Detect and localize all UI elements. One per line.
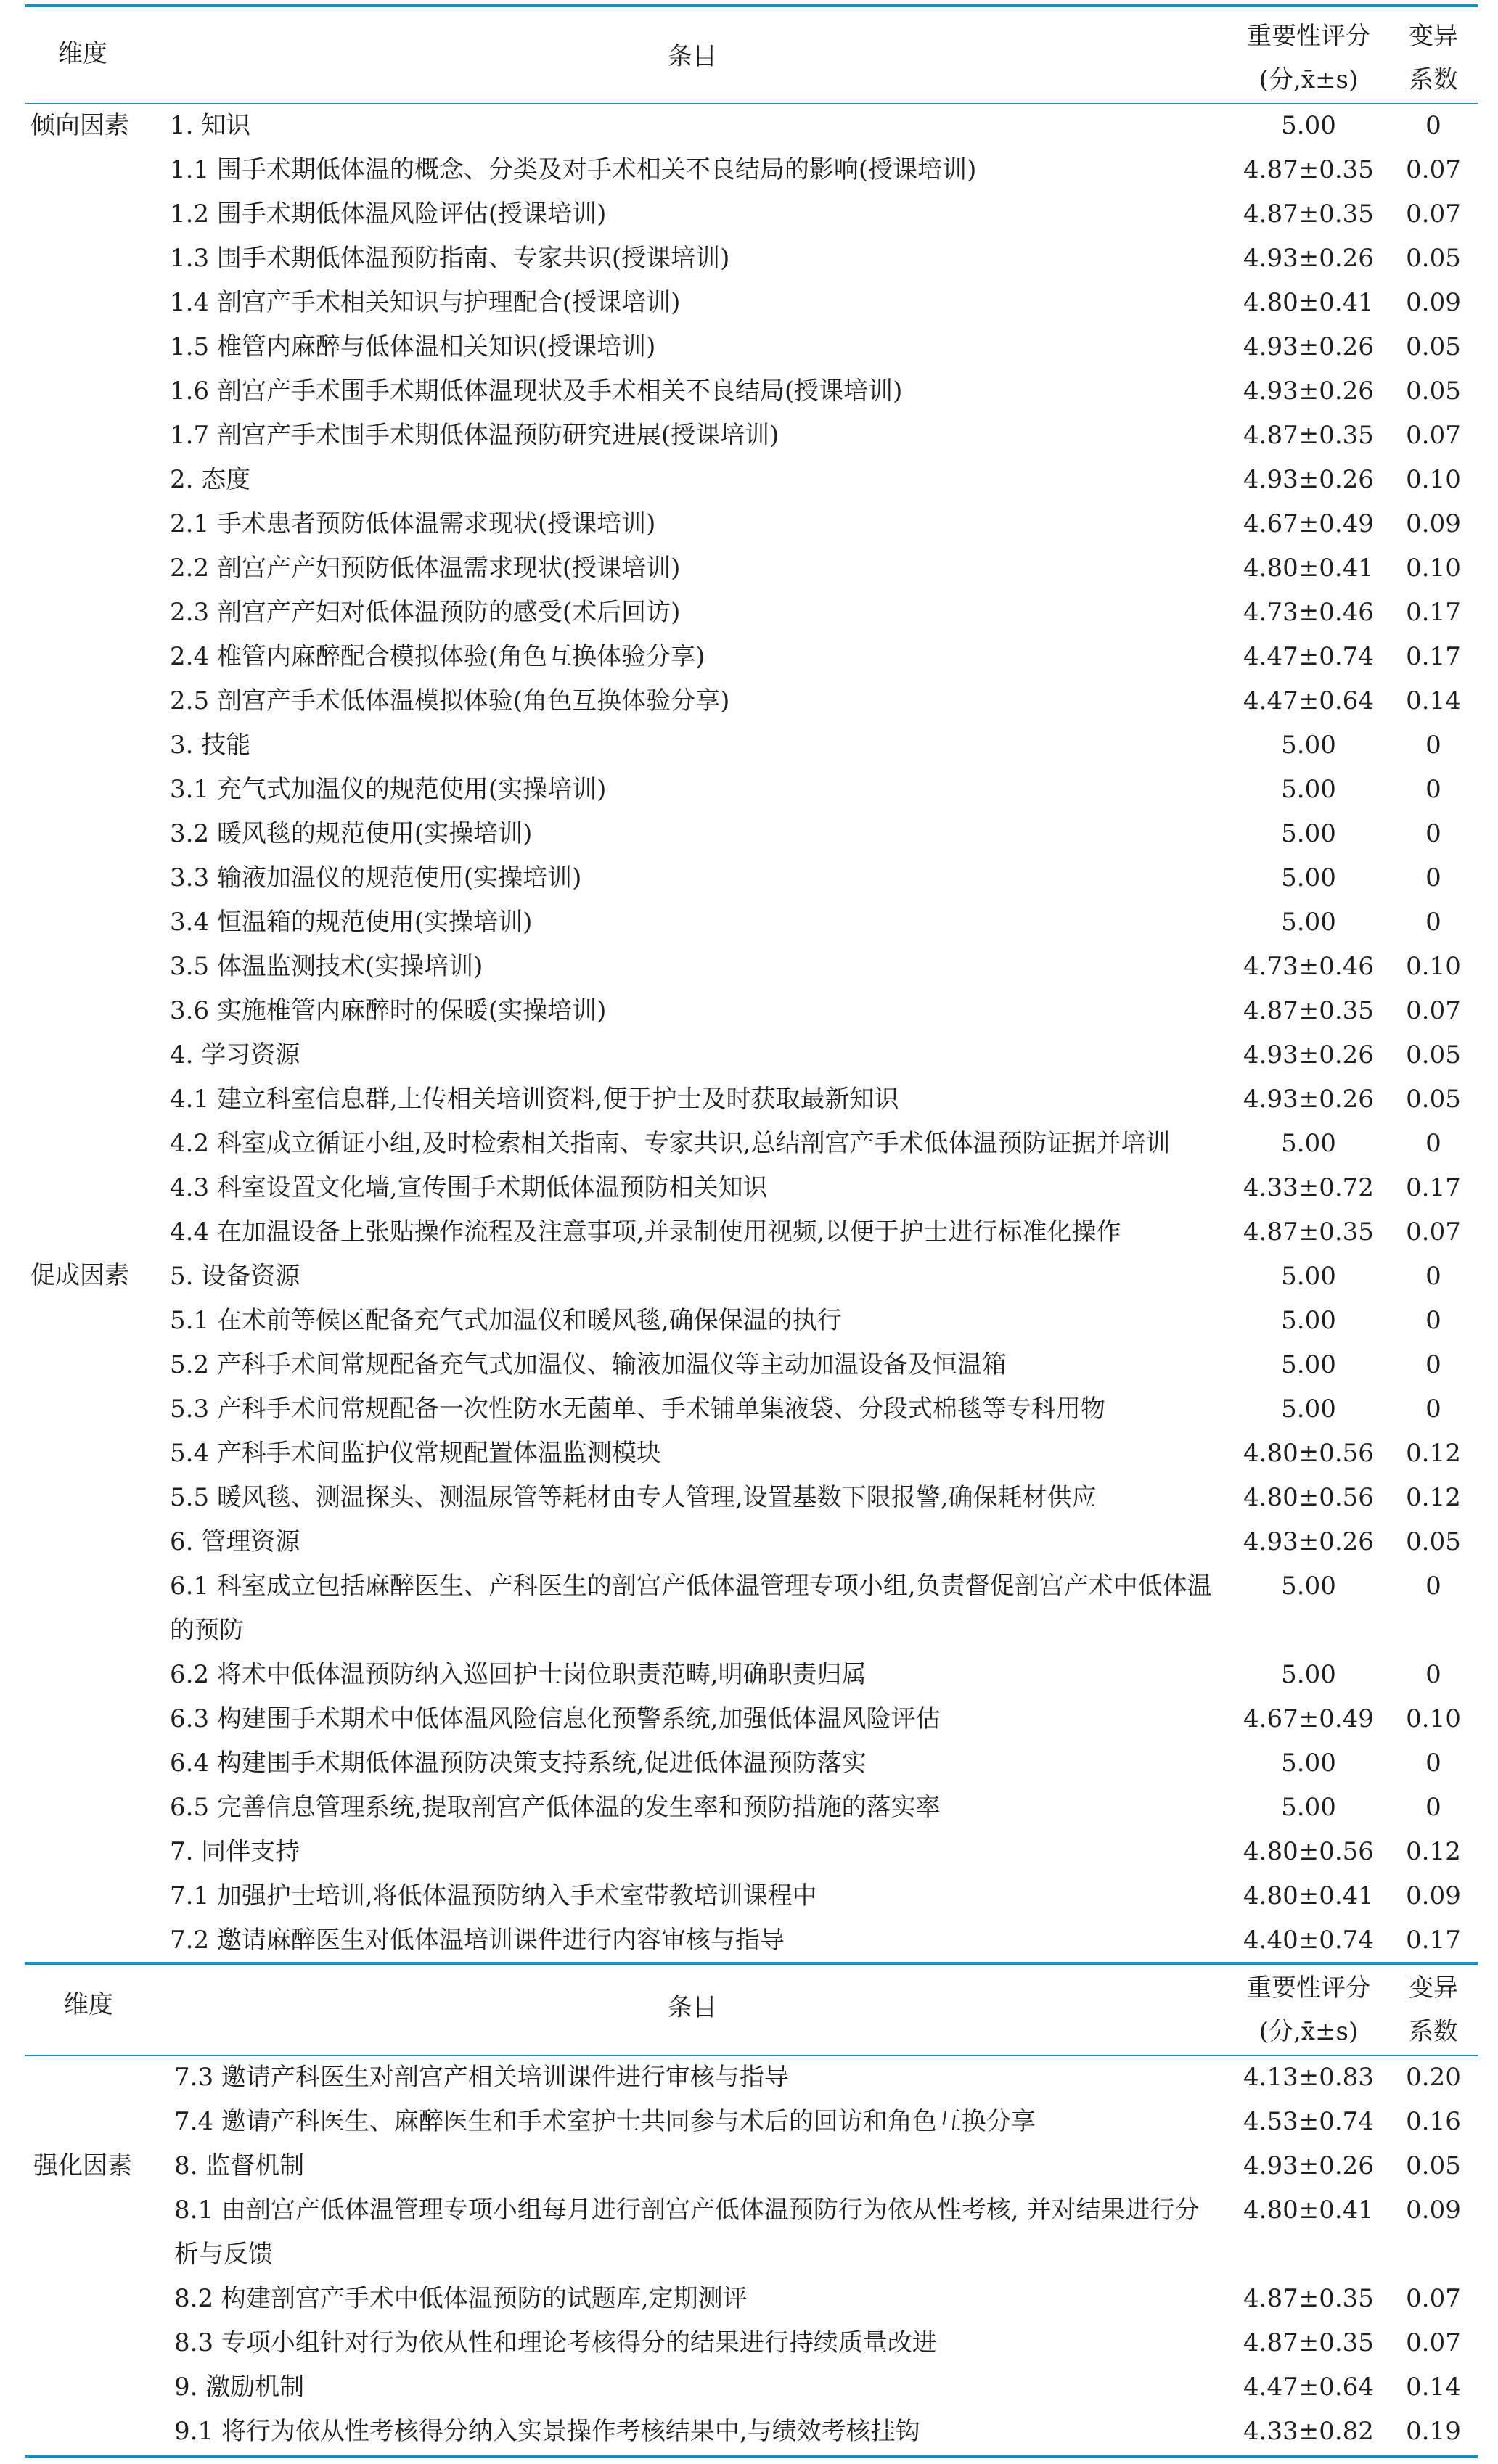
row-cv: 0.05 [1406,1085,1461,1114]
row-cv: 0.07 [1406,200,1461,229]
table-row [0,989,1498,1033]
row-score: 4.73±0.46 [1243,952,1374,981]
table-row [0,856,1498,900]
row-score: 4.80±0.56 [1243,1483,1374,1512]
table-row [0,546,1498,591]
table-row [0,945,1498,989]
table-row [0,1254,1498,1299]
row-score: 4.93±0.26 [1243,332,1374,361]
row-cv: 0.17 [1406,1926,1461,1955]
header-score-unit-repeat: (分,x̄±s) [1258,2017,1359,2046]
row-score: 4.67±0.49 [1243,509,1374,538]
row-score: 5.00 [1281,1262,1336,1291]
row-item: 4.4 在加温设备上张贴操作流程及注意事项,并录制使用视频,以便于护士进行标准化操作 [170,1217,1121,1247]
table-row [0,1830,1498,1874]
table-row [0,1874,1498,1918]
row-cv: 0.09 [1406,509,1461,538]
row-cv: 0 [1425,819,1441,848]
row-score: 4.67±0.49 [1243,1704,1374,1733]
row-cv: 0.07 [1406,2328,1461,2357]
table-row [0,2100,1498,2144]
row-item: 6.2 将术中低体温预防纳入巡回护士岗位职责范畴,明确职责归属 [170,1660,867,1689]
header-score-repeat: 重要性评分 [1247,1974,1370,2003]
table-row [0,635,1498,679]
row-item: 9.1 将行为依从性考核得分纳入实景操作考核结果中,与绩效考核挂钩 [174,2417,920,2446]
row-score: 5.00 [1281,1572,1336,1601]
row-cv: 0.07 [1406,2284,1461,2313]
row-score: 4.47±0.64 [1243,2373,1374,2402]
row-item: 1.3 围手术期低体温预防指南、专家共识(授课培训) [170,244,730,273]
row-score: 5.00 [1281,1350,1336,1379]
table-row [0,237,1498,281]
row-item: 6.1 科室成立包括麻醉医生、产科医生的剖宫产低体温管理专项小组,负责督促剖宫产术中低体温的预防 [170,1572,1212,1645]
row-score: 4.80±0.41 [1243,2196,1374,2225]
table-row [0,900,1498,945]
table-bottom-rule [25,2455,1478,2458]
row-cv: 0.05 [1406,332,1461,361]
row-item: 4.1 建立科室信息群,上传相关培训资料,便于护士及时获取最新知识 [170,1085,899,1114]
row-item: 1.4 剖宫产手术相关知识与护理配合(授课培训) [170,288,681,317]
table-row [0,502,1498,546]
table-row [0,2144,1498,2188]
row-score: 5.00 [1281,731,1336,760]
row-item: 1.6 剖宫产手术围手术期低体温现状及手术相关不良结局(授课培训) [170,377,903,406]
row-cv: 0 [1425,1350,1441,1379]
row-score: 4.87±0.35 [1243,2284,1374,2313]
row-cv: 0.10 [1406,554,1461,583]
table-row [0,1697,1498,1741]
row-item: 2.1 手术患者预防低体温需求现状(授课培训) [170,509,656,538]
row-score: 4.93±0.26 [1243,1085,1374,1114]
row-item: 8.1 由剖宫产低体温管理专项小组每月进行剖宫产低体温预防行为依从性考核, 并对结果进行分析与反馈 [174,2196,1200,2269]
row-item: 3.2 暖风毯的规范使用(实操培训) [170,819,533,848]
row-score: 5.00 [1281,1793,1336,1822]
row-item: 8.3 专项小组针对行为依从性和理论考核得分的结果进行持续质量改进 [174,2328,937,2357]
table-row [0,2188,1498,2277]
row-item: 7.4 邀请产科医生、麻醉医生和手术室护士共同参与术后的回访和角色互换分享 [174,2107,1036,2136]
row-item: 8. 监督机制 [174,2151,305,2180]
row-cv: 0.05 [1406,244,1461,273]
row-item: 5.1 在术前等候区配备充气式加温仪和暖风毯,确保保温的执行 [170,1306,842,1335]
table-row [0,2277,1498,2321]
table-row [0,1387,1498,1432]
row-score: 5.00 [1281,1660,1336,1689]
table-row [0,192,1498,237]
row-cv: 0.09 [1406,1881,1461,1910]
table-row [0,1122,1498,1166]
row-score: 4.33±0.72 [1243,1173,1374,1202]
row-item: 1.1 围手术期低体温的概念、分类及对手术相关不良结局的影响(授课培训) [170,155,977,184]
row-cv: 0.07 [1406,421,1461,450]
row-item: 1.7 剖宫产手术围手术期低体温预防研究进展(授课培训) [170,421,779,450]
table-row [0,591,1498,635]
row-score: 4.93±0.26 [1243,1040,1374,1069]
row-score: 4.93±0.26 [1243,244,1374,273]
table-row [0,1033,1498,1077]
header-cv-repeat: 变异 [1409,1974,1458,2003]
table-row [0,148,1498,192]
table-row [0,2056,1498,2100]
row-item: 3.6 实施椎管内麻醉时的保暖(实操培训) [170,996,607,1025]
table-row [0,2321,1498,2365]
dimension-reinforcing: 强化因素 [33,2151,132,2180]
row-cv: 0.17 [1406,642,1461,671]
row-cv: 0.07 [1406,1217,1461,1247]
row-item: 6.3 构建围手术期术中低体温风险信息化预警系统,加强低体温风险评估 [170,1704,941,1733]
row-item: 5.3 产科手术间常规配备一次性防水无菌单、手术铺单集液袋、分段式棉毯等专科用物 [170,1395,1105,1424]
row-score: 5.00 [1281,1306,1336,1335]
row-cv: 0.17 [1406,598,1461,627]
row-cv: 0 [1425,111,1441,140]
row-cv: 0 [1425,863,1441,892]
row-item: 4.2 科室成立循证小组,及时检索相关指南、专家共识,总结剖宫产手术低体温预防证据并培训 [170,1129,1171,1158]
row-cv: 0.16 [1406,2107,1461,2136]
row-item: 7.1 加强护士培训,将低体温预防纳入手术室带教培训课程中 [170,1881,817,1910]
table-row [0,1343,1498,1387]
header-dimension: 维度 [58,39,107,68]
row-item: 8.2 构建剖宫产手术中低体温预防的试题库,定期测评 [174,2284,748,2313]
row-score: 4.80±0.56 [1243,1837,1374,1866]
row-cv: 0.07 [1406,155,1461,184]
row-item: 5.2 产科手术间常规配备充气式加温仪、输液加温仪等主动加温设备及恒温箱 [170,1350,1007,1379]
row-score: 5.00 [1281,1129,1336,1158]
table-row [0,812,1498,856]
row-cv: 0 [1425,1793,1441,1822]
table-row [0,1520,1498,1564]
header-dimension-repeat: 维度 [64,1990,113,2019]
header-score-unit: (分,x̄±s) [1258,65,1359,94]
row-cv: 0 [1425,1660,1441,1689]
row-item: 1.5 椎管内麻醉与低体温相关知识(授课培训) [170,332,656,361]
row-item: 2.2 剖宫产产妇预防低体温需求现状(授课培训) [170,554,681,583]
table-row [0,1653,1498,1697]
table-row [0,325,1498,369]
row-item: 4. 学习资源 [170,1040,300,1069]
row-score: 4.93±0.26 [1243,377,1374,406]
row-cv: 0 [1425,1262,1441,1291]
row-cv: 0 [1425,908,1441,937]
row-item: 2.3 剖宫产产妇对低体温预防的感受(术后回访) [170,598,681,627]
header-item-repeat: 条目 [668,1993,717,2022]
row-score: 5.00 [1281,1749,1336,1778]
row-score: 5.00 [1281,863,1336,892]
row-item: 3. 技能 [170,731,251,760]
row-score: 4.33±0.82 [1243,2417,1374,2446]
row-score: 4.80±0.56 [1243,1439,1374,1468]
row-cv: 0.05 [1406,377,1461,406]
row-item: 3.3 输液加温仪的规范使用(实操培训) [170,863,582,892]
row-score: 4.93±0.26 [1243,2151,1374,2180]
table-row [0,2365,1498,2410]
row-score: 4.13±0.83 [1243,2063,1374,2092]
row-score: 5.00 [1281,1395,1336,1424]
row-score: 4.80±0.41 [1243,288,1374,317]
header-cv-unit-repeat: 系数 [1409,2017,1458,2046]
row-cv: 0.12 [1406,1483,1461,1512]
row-cv: 0.12 [1406,1837,1461,1866]
row-cv: 0 [1425,1749,1441,1778]
row-score: 4.80±0.41 [1243,1881,1374,1910]
table-row [0,458,1498,502]
row-score: 4.87±0.35 [1243,996,1374,1025]
row-cv: 0.10 [1406,1704,1461,1733]
row-item: 2.5 剖宫产手术低体温模拟体验(角色互换体验分享) [170,686,730,715]
row-score: 4.93±0.26 [1243,1527,1374,1556]
dimension-enabling: 促成因素 [30,1261,129,1290]
row-cv: 0.05 [1406,1527,1461,1556]
row-item: 5.5 暖风毯、测温探头、测温尿管等耗材由专人管理,设置基数下限报警,确保耗材供应 [170,1483,1097,1512]
row-item: 7. 同伴支持 [170,1837,300,1866]
row-item: 5. 设备资源 [170,1262,300,1291]
row-cv: 0.10 [1406,952,1461,981]
row-cv: 0.09 [1406,2196,1461,2225]
row-item: 1. 知识 [170,111,251,140]
row-item: 7.3 邀请产科医生对剖宫产相关培训课件进行审核与指导 [174,2063,789,2092]
row-item: 6.4 构建围手术期低体温预防决策支持系统,促进低体温预防落实 [170,1749,867,1778]
row-cv: 0 [1425,1572,1441,1601]
row-score: 5.00 [1281,819,1336,848]
row-cv: 0.12 [1406,1439,1461,1468]
dimension-predisposing: 倾向因素 [30,111,129,140]
table-row [0,1299,1498,1343]
row-item: 2.4 椎管内麻醉配合模拟体验(角色互换体验分享) [170,642,705,671]
row-item: 2. 态度 [170,465,251,494]
row-score: 4.87±0.35 [1243,1217,1374,1247]
table-row [0,1166,1498,1210]
header-cv-unit: 系数 [1409,65,1458,94]
row-score: 4.53±0.74 [1243,2107,1374,2136]
row-score: 5.00 [1281,775,1336,804]
table-row [0,1786,1498,1830]
row-cv: 0 [1425,1395,1441,1424]
row-cv: 0.05 [1406,2151,1461,2180]
row-cv: 0.19 [1406,2417,1461,2446]
row-cv: 0.17 [1406,1173,1461,1202]
table-row [0,1476,1498,1520]
row-item: 9. 激励机制 [174,2373,305,2402]
table-row [0,1741,1498,1786]
row-cv: 0 [1425,731,1441,760]
table-row [0,1564,1498,1653]
row-cv: 0.09 [1406,288,1461,317]
row-cv: 0.14 [1406,686,1461,715]
row-score: 4.80±0.41 [1243,554,1374,583]
table-row [0,1432,1498,1476]
table-row [0,1918,1498,1963]
row-cv: 0 [1425,775,1441,804]
row-score: 5.00 [1281,908,1336,937]
row-cv: 0.07 [1406,996,1461,1025]
row-score: 4.87±0.35 [1243,155,1374,184]
row-item: 1.2 围手术期低体温风险评估(授课培训) [170,200,607,229]
row-item: 3.5 体温监测技术(实操培训) [170,952,483,981]
row-item: 4.3 科室设置文化墙,宣传围手术期低体温预防相关知识 [170,1173,768,1202]
row-score: 4.47±0.64 [1243,686,1374,715]
table-row [0,369,1498,414]
row-score: 4.87±0.35 [1243,2328,1374,2357]
row-cv: 0 [1425,1306,1441,1335]
table-row [0,679,1498,723]
row-score: 5.00 [1281,111,1336,140]
row-score: 4.47±0.74 [1243,642,1374,671]
table-row [0,281,1498,325]
row-score: 4.93±0.26 [1243,465,1374,494]
row-cv: 0.14 [1406,2373,1461,2402]
table-row [0,768,1498,812]
row-score: 4.73±0.46 [1243,598,1374,627]
row-item: 6.5 完善信息管理系统,提取剖宫产低体温的发生率和预防措施的落实率 [170,1793,941,1822]
header-item: 条目 [668,42,717,71]
row-item: 3.1 充气式加温仪的规范使用(实操培训) [170,775,607,804]
row-cv: 0.10 [1406,465,1461,494]
table-row [0,2410,1498,2454]
row-item: 5.4 产科手术间监护仪常规配置体温监测模块 [170,1439,661,1468]
row-item: 6. 管理资源 [170,1527,300,1556]
table-row [0,414,1498,458]
row-cv: 0.05 [1406,1040,1461,1069]
row-item: 3.4 恒温箱的规范使用(实操培训) [170,908,533,937]
header-cv: 变异 [1409,22,1458,51]
table-row [0,1077,1498,1122]
row-cv: 0.20 [1406,2063,1461,2092]
row-score: 4.87±0.35 [1243,421,1374,450]
section-divider-rule [25,1962,1478,1965]
table-row [0,723,1498,768]
table-row [0,1210,1498,1254]
header-score: 重要性评分 [1247,22,1370,51]
table-top-rule [25,4,1478,7]
row-score: 4.87±0.35 [1243,200,1374,229]
table-row [0,104,1498,148]
row-item: 7.2 邀请麻醉医生对低体温培训课件进行内容审核与指导 [170,1926,785,1955]
row-score: 4.40±0.74 [1243,1926,1374,1955]
row-cv: 0 [1425,1129,1441,1158]
